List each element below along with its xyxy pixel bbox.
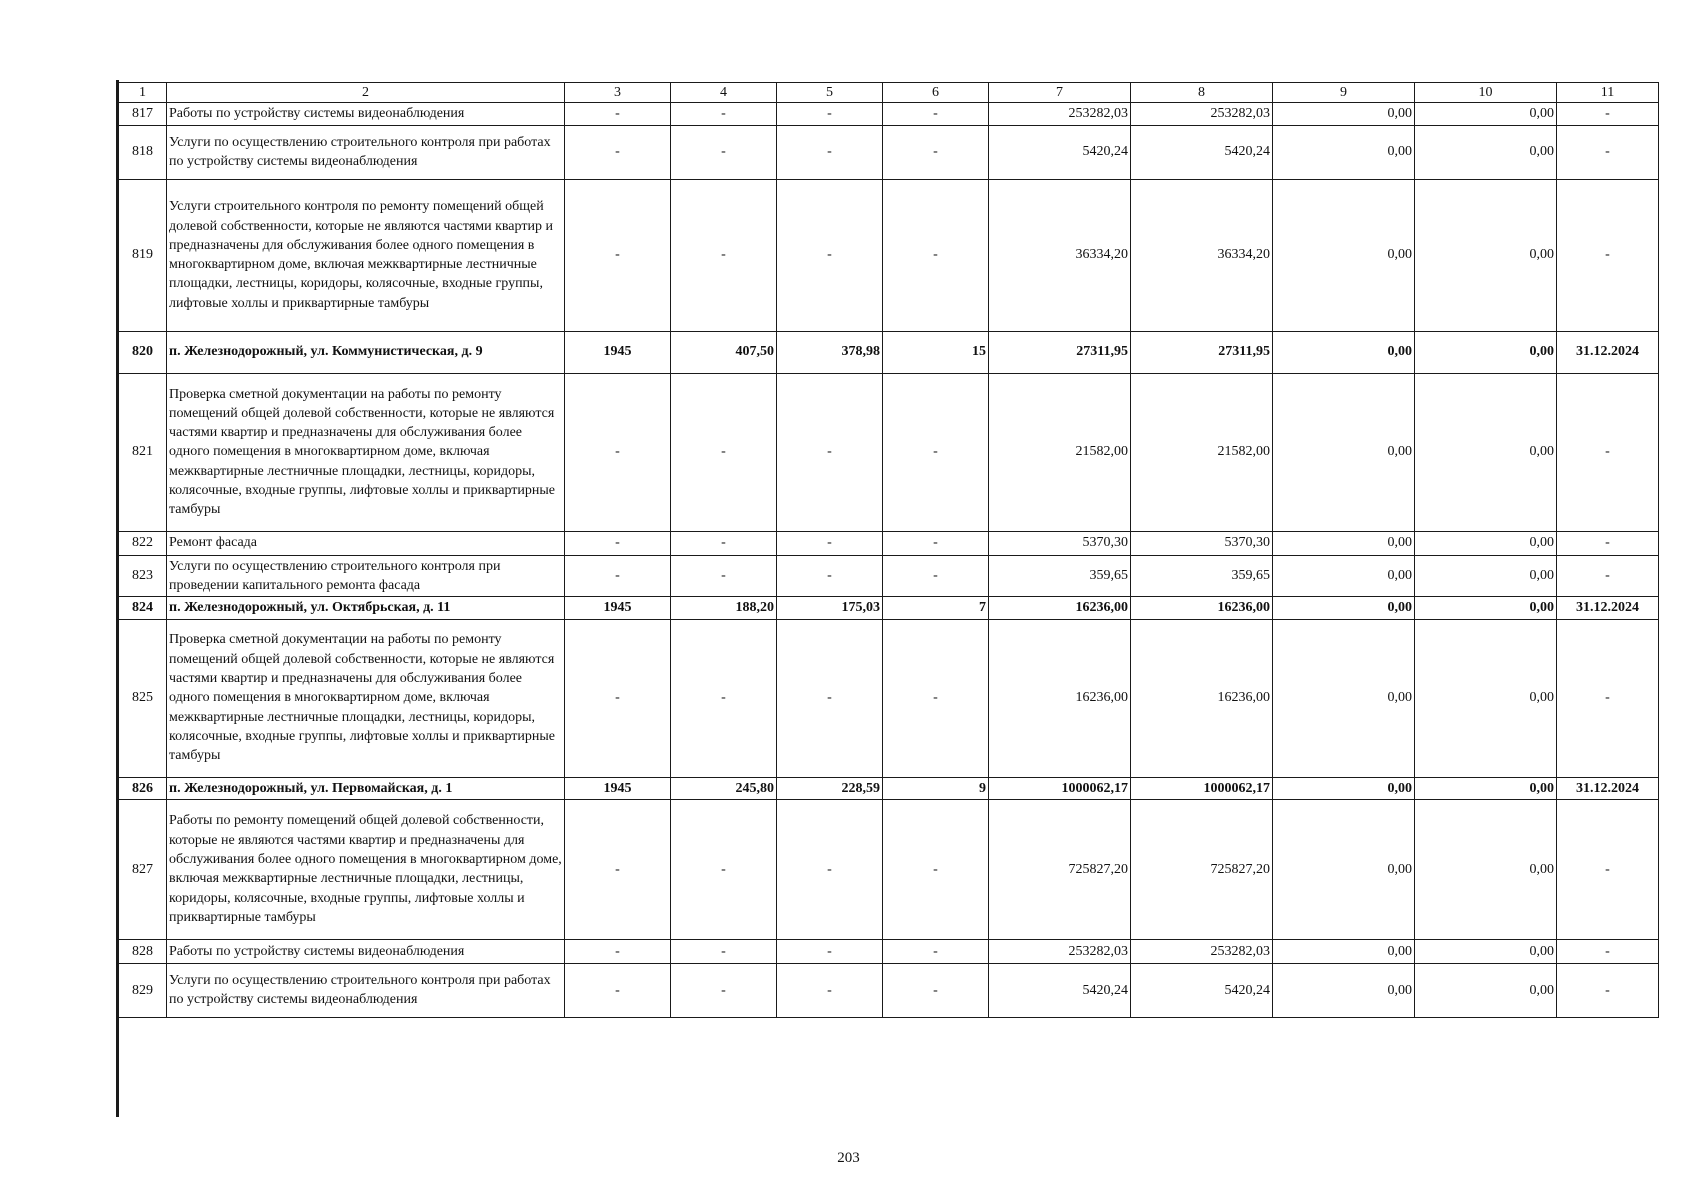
column-header: 6 [883, 83, 989, 103]
amount-fund-cell: 5420,24 [1131, 963, 1273, 1017]
amount-other-cell: 0,00 [1273, 939, 1415, 963]
completion-date-cell: - [1557, 555, 1659, 597]
living-area-cell: - [777, 619, 883, 777]
amount-fund-cell: 16236,00 [1131, 597, 1273, 619]
residents-cell: - [883, 619, 989, 777]
table-row [119, 597, 1659, 619]
amount-fund-cell: 359,65 [1131, 555, 1273, 597]
table-row [119, 373, 1659, 531]
amount-other-cell: 0,00 [1273, 179, 1415, 331]
row-name: Услуги по осуществлению строительного контроля при работах по устройству системы видеонаблюдения [167, 125, 565, 179]
amount-total-cell: 5420,24 [989, 963, 1131, 1017]
total-area-cell: 188,20 [671, 597, 777, 619]
amount-other-cell: 0,00 [1273, 963, 1415, 1017]
year-cell: - [565, 799, 671, 939]
amount-extra-cell: 0,00 [1415, 125, 1557, 179]
table-row [119, 331, 1659, 373]
amount-fund-cell: 725827,20 [1131, 799, 1273, 939]
amount-extra-cell: 0,00 [1415, 619, 1557, 777]
amount-total-cell: 5420,24 [989, 125, 1131, 179]
amount-total-cell: 27311,95 [989, 331, 1131, 373]
year-cell: 1945 [565, 777, 671, 799]
column-header: 2 [167, 83, 565, 103]
year-cell: - [565, 531, 671, 555]
amount-total-cell: 36334,20 [989, 179, 1131, 331]
living-area-cell: - [777, 799, 883, 939]
amount-other-cell: 0,00 [1273, 531, 1415, 555]
living-area-cell: - [777, 963, 883, 1017]
residents-cell: - [883, 799, 989, 939]
residents-cell: - [883, 125, 989, 179]
column-header: 5 [777, 83, 883, 103]
amount-other-cell: 0,00 [1273, 103, 1415, 125]
row-name: Работы по устройству системы видеонаблюдения [167, 103, 565, 125]
total-area-cell: - [671, 799, 777, 939]
amount-extra-cell: 0,00 [1415, 531, 1557, 555]
total-area-cell: - [671, 619, 777, 777]
living-area-cell: 175,03 [777, 597, 883, 619]
amount-total-cell: 21582,00 [989, 373, 1131, 531]
amount-total-cell: 725827,20 [989, 799, 1131, 939]
column-header: 8 [1131, 83, 1273, 103]
living-area-cell: - [777, 103, 883, 125]
column-header: 11 [1557, 83, 1659, 103]
row-number: 821 [119, 373, 167, 531]
year-cell: - [565, 939, 671, 963]
total-area-cell: - [671, 531, 777, 555]
amount-fund-cell: 5420,24 [1131, 125, 1273, 179]
residents-cell: - [883, 373, 989, 531]
total-area-cell: - [671, 939, 777, 963]
total-area-cell: - [671, 179, 777, 331]
total-area-cell: - [671, 555, 777, 597]
table-row [119, 179, 1659, 331]
completion-date-cell: 31.12.2024 [1557, 777, 1659, 799]
amount-fund-cell: 5370,30 [1131, 531, 1273, 555]
completion-date-cell: - [1557, 531, 1659, 555]
amount-fund-cell: 27311,95 [1131, 331, 1273, 373]
living-area-cell: - [777, 373, 883, 531]
total-area-cell: - [671, 963, 777, 1017]
amount-extra-cell: 0,00 [1415, 963, 1557, 1017]
amount-fund-cell: 253282,03 [1131, 103, 1273, 125]
completion-date-cell: - [1557, 939, 1659, 963]
amount-extra-cell: 0,00 [1415, 103, 1557, 125]
row-name: п. Железнодорожный, ул. Коммунистическая, д. 9 [167, 331, 565, 373]
row-number: 822 [119, 531, 167, 555]
column-header: 3 [565, 83, 671, 103]
residents-cell: - [883, 939, 989, 963]
total-area-cell: 245,80 [671, 777, 777, 799]
row-number: 819 [119, 179, 167, 331]
row-name: Проверка сметной документации на работы по ремонту помещений общей долевой собственности, которые не являются частями квартир и предназначены для обслуживания более одного помещения в многоквартирном доме, включая межквартирные лестничные площадки, лестницы, коридоры, колясочные, входные группы, лифтовые холлы и приквартирные тамбуры [167, 373, 565, 531]
amount-fund-cell: 36334,20 [1131, 179, 1273, 331]
year-cell: - [565, 179, 671, 331]
living-area-cell: 228,59 [777, 777, 883, 799]
row-name: Услуги строительного контроля по ремонту помещений общей долевой собственности, которые не являются частями квартир и предназначены для обслуживания более одного помещения в многоквартирном доме, включая межквартирные лестничные площадки, лестницы, коридоры, колясочные, входные группы, лифтовые холлы и приквартирные тамбуры [167, 179, 565, 331]
living-area-cell: 378,98 [777, 331, 883, 373]
column-header: 10 [1415, 83, 1557, 103]
completion-date-cell: - [1557, 963, 1659, 1017]
total-area-cell: - [671, 373, 777, 531]
residents-cell: - [883, 103, 989, 125]
row-name: Ремонт фасада [167, 531, 565, 555]
amount-total-cell: 16236,00 [989, 597, 1131, 619]
row-number: 818 [119, 125, 167, 179]
amount-other-cell: 0,00 [1273, 777, 1415, 799]
column-header: 1 [119, 83, 167, 103]
completion-date-cell: 31.12.2024 [1557, 331, 1659, 373]
completion-date-cell: - [1557, 799, 1659, 939]
total-area-cell: - [671, 125, 777, 179]
column-header: 7 [989, 83, 1131, 103]
year-cell: - [565, 125, 671, 179]
table-row [119, 555, 1659, 597]
works-table [118, 82, 1659, 1018]
amount-other-cell: 0,00 [1273, 373, 1415, 531]
year-cell: 1945 [565, 331, 671, 373]
amount-other-cell: 0,00 [1273, 597, 1415, 619]
table-row [119, 939, 1659, 963]
residents-cell: 7 [883, 597, 989, 619]
residents-cell: - [883, 179, 989, 331]
table-row [119, 963, 1659, 1017]
amount-total-cell: 359,65 [989, 555, 1131, 597]
amount-extra-cell: 0,00 [1415, 777, 1557, 799]
completion-date-cell: - [1557, 619, 1659, 777]
amount-extra-cell: 0,00 [1415, 555, 1557, 597]
amount-extra-cell: 0,00 [1415, 373, 1557, 531]
row-number: 828 [119, 939, 167, 963]
living-area-cell: - [777, 125, 883, 179]
amount-fund-cell: 21582,00 [1131, 373, 1273, 531]
amount-fund-cell: 16236,00 [1131, 619, 1273, 777]
row-number: 826 [119, 777, 167, 799]
table-row [119, 531, 1659, 555]
table-row [119, 103, 1659, 125]
amount-extra-cell: 0,00 [1415, 597, 1557, 619]
completion-date-cell: - [1557, 179, 1659, 331]
row-number: 827 [119, 799, 167, 939]
living-area-cell: - [777, 179, 883, 331]
amount-total-cell: 16236,00 [989, 619, 1131, 777]
total-area-cell: 407,50 [671, 331, 777, 373]
year-cell: 1945 [565, 597, 671, 619]
residents-cell: - [883, 963, 989, 1017]
column-header: 4 [671, 83, 777, 103]
row-number: 824 [119, 597, 167, 619]
amount-total-cell: 5370,30 [989, 531, 1131, 555]
year-cell: - [565, 619, 671, 777]
table-row [119, 125, 1659, 179]
table-row [119, 777, 1659, 799]
row-number: 823 [119, 555, 167, 597]
row-number: 825 [119, 619, 167, 777]
year-cell: - [565, 963, 671, 1017]
table-row [119, 799, 1659, 939]
completion-date-cell: - [1557, 103, 1659, 125]
amount-extra-cell: 0,00 [1415, 179, 1557, 331]
row-number: 820 [119, 331, 167, 373]
amount-fund-cell: 253282,03 [1131, 939, 1273, 963]
living-area-cell: - [777, 939, 883, 963]
table-row [119, 619, 1659, 777]
row-name: п. Железнодорожный, ул. Октябрьская, д. 11 [167, 597, 565, 619]
column-header: 9 [1273, 83, 1415, 103]
completion-date-cell: - [1557, 373, 1659, 531]
amount-other-cell: 0,00 [1273, 555, 1415, 597]
amount-fund-cell: 1000062,17 [1131, 777, 1273, 799]
page-number: 203 [837, 1150, 860, 1166]
row-name: Проверка сметной документации на работы по ремонту помещений общей долевой собственности, которые не являются частями квартир и предназначены для обслуживания более одного помещения в многоквартирном доме, включая межквартирные лестничные площадки, лестницы, коридоры, колясочные, входные группы, лифтовые холлы и приквартирные тамбуры [167, 619, 565, 777]
living-area-cell: - [777, 531, 883, 555]
amount-other-cell: 0,00 [1273, 619, 1415, 777]
row-name: Работы по устройству системы видеонаблюдения [167, 939, 565, 963]
row-number: 829 [119, 963, 167, 1017]
total-area-cell: - [671, 103, 777, 125]
completion-date-cell: - [1557, 125, 1659, 179]
row-name: п. Железнодорожный, ул. Первомайская, д. 1 [167, 777, 565, 799]
amount-total-cell: 1000062,17 [989, 777, 1131, 799]
row-number: 817 [119, 103, 167, 125]
row-name: Работы по ремонту помещений общей долевой собственности, которые не являются частями квартир и предназначены для обслуживания более одного помещения в многоквартирном доме, включая межквартирные лестничные площадки, лестницы, коридоры, колясочные, входные группы, лифтовые холлы и приквартирные тамбуры [167, 799, 565, 939]
amount-total-cell: 253282,03 [989, 939, 1131, 963]
year-cell: - [565, 373, 671, 531]
residents-cell: 9 [883, 777, 989, 799]
year-cell: - [565, 555, 671, 597]
amount-other-cell: 0,00 [1273, 331, 1415, 373]
amount-total-cell: 253282,03 [989, 103, 1131, 125]
amount-extra-cell: 0,00 [1415, 331, 1557, 373]
completion-date-cell: 31.12.2024 [1557, 597, 1659, 619]
amount-extra-cell: 0,00 [1415, 799, 1557, 939]
residents-cell: - [883, 555, 989, 597]
residents-cell: 15 [883, 331, 989, 373]
row-name: Услуги по осуществлению строительного контроля при работах по устройству системы видеонаблюдения [167, 963, 565, 1017]
row-name: Услуги по осуществлению строительного контроля при проведении капитального ремонта фасада [167, 555, 565, 597]
residents-cell: - [883, 531, 989, 555]
amount-other-cell: 0,00 [1273, 125, 1415, 179]
amount-extra-cell: 0,00 [1415, 939, 1557, 963]
living-area-cell: - [777, 555, 883, 597]
column-number-row [119, 83, 1659, 103]
year-cell: - [565, 103, 671, 125]
amount-other-cell: 0,00 [1273, 799, 1415, 939]
